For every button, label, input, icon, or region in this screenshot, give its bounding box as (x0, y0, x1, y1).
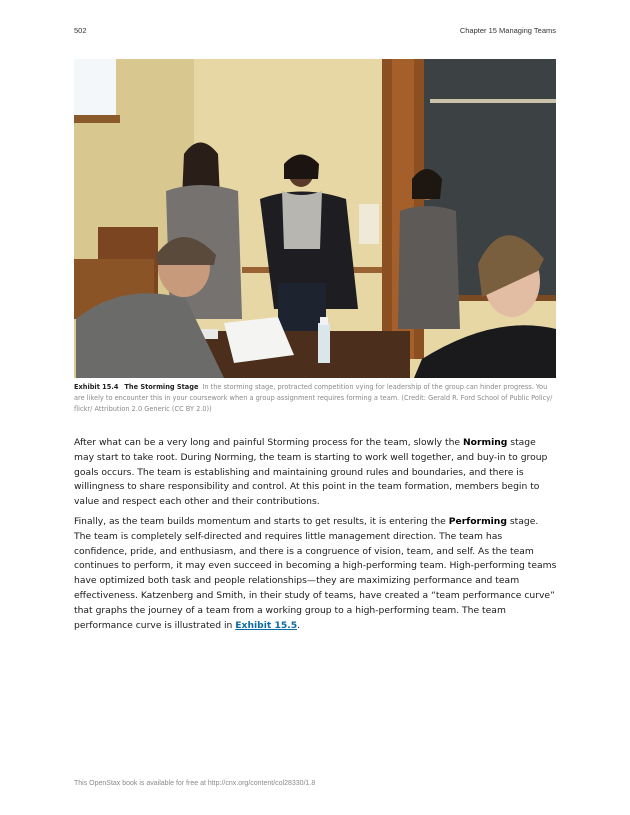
paragraph-text: . (297, 619, 301, 631)
paragraph-text: Finally, as the team builds momentum and starts to get results, it is entering the (74, 516, 449, 527)
paragraph-text: stage. The team is completely self-directed and requires little management direction. The team has confidence, pride, and enthusiasm, and there is a congruence of vision, team, and self. As the team continues to perform, it may even succeed in becoming a high-performing team. High-performing teams have optimized both task and people relationships—they are maximizing performance and team effectiveness. Katzenberg and Smith, in their study of teams, have created a “team performance curve” that graphs the journey of a team from a working group to a high-performing team. The team performance curve is illustrated in (74, 516, 557, 631)
exhibit-15-5-link[interactable]: Exhibit 15.5 (235, 619, 298, 631)
footer-notice: This OpenStax book is available for free at http://cnx.org/content/col28330/1.8 (74, 780, 316, 787)
key-term-norming: Norming (462, 437, 508, 448)
paragraph-text: After what can be a very long and painful Storming process for the team, slowly the (74, 437, 463, 448)
paragraph-text: stage may start to take root. During Norming, the team is starting to work well together, and buy-in to group goals occurs. The team is establishing and maintaining ground rules and boundaries, and there is willingness to share responsibility and control. At this point in the team formation, members begin to value and respect each other and their contributions. (74, 437, 548, 508)
exhibit-caption (74, 382, 560, 415)
paragraph-performing (74, 515, 558, 633)
exhibit-photo (74, 59, 556, 378)
chapter-title: Chapter 15 Managing Teams (459, 26, 556, 35)
exhibit-caption-text: In the storming stage, protracted competition vying for leadership of the group can hinder progress. You are likely to encounter this in your coursework when a group assignment requires forming a team. (Credit: Gerald R. Ford School of Public Policy/ flickr/ Attribution 2.0 Generic (CC BY 2.0)) (74, 383, 553, 413)
exhibit-label: Exhibit 15.4 (74, 383, 119, 391)
exhibit-title: The Storming Stage (124, 383, 199, 391)
page-number: 502 (74, 26, 87, 35)
key-term-performing: Performing (448, 516, 507, 527)
paragraph-norming (74, 436, 558, 510)
